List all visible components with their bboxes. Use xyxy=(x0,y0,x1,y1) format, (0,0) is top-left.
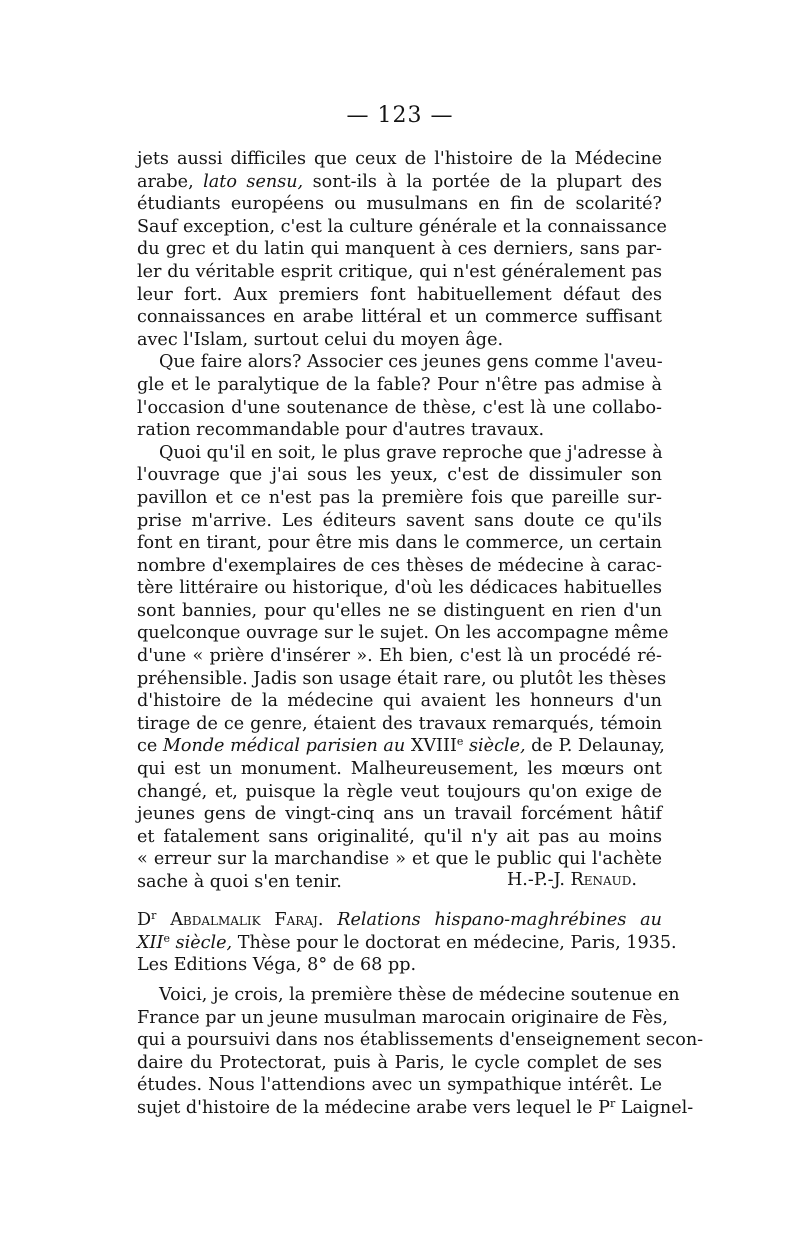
text-line: avec l'Islam, surtout celui du moyen âge. xyxy=(137,329,504,350)
text-span: ce xyxy=(137,736,158,757)
text-line: préhensible. Jadis son usage était rare, ou plutôt les thèses xyxy=(137,668,667,689)
heading-line: Les Editions Véga, 8° de 68 pp. xyxy=(137,955,417,976)
text-line: et fatalement sans originalité, qu'il n'y ait pas au moins xyxy=(137,826,662,847)
text-line: sont bannies, pour qu'elles ne se distinguent en rien d'un xyxy=(137,600,662,621)
text-line: jets aussi difficiles que ceux de l'histoire de la Médecine xyxy=(137,149,662,169)
text-line: France par un jeune musulman marocain originaire de Fès, xyxy=(137,1007,668,1028)
book-title: Relations hispano-maghrébines au xyxy=(337,910,662,930)
text-line: prise m'arrive. Les éditeurs savent sans doute ce qu'ils xyxy=(137,510,662,531)
text-line xyxy=(137,735,665,758)
century-numeral: XVIII xyxy=(410,736,457,757)
title-sup: r xyxy=(610,1096,616,1110)
book-title-end: siècle, xyxy=(175,932,233,953)
text-line: pavillon et ce n'est pas la première fois que pareille sur- xyxy=(137,487,662,508)
text-line: qui est un monument. Malheureusement, les mœurs ont xyxy=(137,759,662,780)
thesis-info: Thèse pour le doctorat en médecine, Paris, 1935. xyxy=(237,932,677,953)
cited-title: Monde médical parisien au xyxy=(162,736,406,757)
text-line: du grec et du latin qui manquent à ces derniers, sans par- xyxy=(137,239,662,260)
text-line: d'histoire de la médecine qui avaient les honneurs d'un xyxy=(137,691,662,712)
text-line: d'une « prière d'insérer ». Eh bien, c'est là un procédé ré- xyxy=(137,646,662,667)
heading-line xyxy=(137,909,662,932)
text-line: qui a poursuivi dans nos établissements d'enseignement secon- xyxy=(137,1030,704,1051)
text-line: gle et le paralytique de la fable? Pour n'être pas admise à xyxy=(137,374,662,395)
text-line: « erreur sur la marchandise » et que le public qui l'achète xyxy=(137,849,662,870)
text-span: de P. Delaunay, xyxy=(531,736,665,757)
ordinal-suffix: e xyxy=(456,735,464,749)
latin-phrase: lato sensu, xyxy=(203,171,304,192)
text-line: Que faire alors? Associer ces jeunes gens comme l'aveu- xyxy=(159,352,663,373)
text-line: changé, et, puisque la règle veut toujours qu'on exige de xyxy=(137,781,662,802)
text-span: sujet d'histoire de la médecine arabe vers lequel le P xyxy=(137,1097,611,1118)
text-span: arabe, xyxy=(137,171,194,192)
cited-title-end: siècle, xyxy=(469,736,526,757)
text-line: l'ouvrage que j'ai sous les yeux, c'est de dissimuler son xyxy=(137,465,662,486)
text-line: études. Nous l'attendions avec un sympathique intérêt. Le xyxy=(137,1075,662,1096)
book-title-century: XII xyxy=(137,932,164,953)
review-faraj-heading xyxy=(137,909,677,977)
text-line: font en tirant, pour être mis dans le commerce, un certain xyxy=(137,533,662,554)
text-line: étudiants européens ou musulmans en fin de scolarité? xyxy=(137,194,662,215)
text-line: connaissances en arabe littéral et un commerce suffisant xyxy=(137,307,662,328)
review-signature: H.-P.-J. Renaud. xyxy=(506,870,637,890)
text-line: daire du Protectorat, puis à Paris, le cycle complet de ses xyxy=(137,1052,662,1073)
text-line: tirage de ce genre, étaient des travaux remarqués, témoin xyxy=(137,713,662,734)
text-line: nombre d'exemplaires de ces thèses de médecine à carac- xyxy=(137,555,662,576)
text-line: sache à quoi s'en tenir. xyxy=(137,872,342,892)
text-line xyxy=(137,171,662,194)
text-line: ler du véritable esprit critique, qui n'est généralement pas xyxy=(137,261,662,282)
text-span: sont-ils à la portée de la plupart des xyxy=(312,171,663,192)
text-line: ration recommandable pour d'autres travaux. xyxy=(137,420,545,441)
review-renaud-text xyxy=(137,148,669,894)
text-line: Voici, je crois, la première thèse de médecine soutenue en xyxy=(159,985,680,1005)
heading-line xyxy=(137,931,677,955)
author-name: Abdalmalik Faraj. xyxy=(170,910,324,930)
text-line xyxy=(137,1096,694,1120)
text-line: leur fort. Aux premiers font habituellement défaut des xyxy=(137,284,662,305)
author-title-sup: r xyxy=(151,909,157,922)
text-line: quelconque ouvrage sur le sujet. On les accompagne même xyxy=(137,623,669,644)
text-line: jeunes gens de vingt-cinq ans un travail forcément hâtif xyxy=(137,804,662,825)
page-number: — 123 — xyxy=(346,103,454,128)
text-line: l'occasion d'une soutenance de thèse, c'est là une collabo- xyxy=(137,397,662,418)
review-faraj-text xyxy=(137,984,704,1120)
text-span: Laignel- xyxy=(620,1097,694,1118)
text-line: Sauf exception, c'est la culture générale et la connaissance xyxy=(137,216,667,237)
author-title: D xyxy=(137,910,152,930)
text-line: Quoi qu'il en soit, le plus grave reproche que j'adresse à xyxy=(159,442,663,463)
book-title-sup: e xyxy=(163,931,170,945)
text-line: tère littéraire ou historique, d'où les dédicaces habituelles xyxy=(137,578,662,599)
